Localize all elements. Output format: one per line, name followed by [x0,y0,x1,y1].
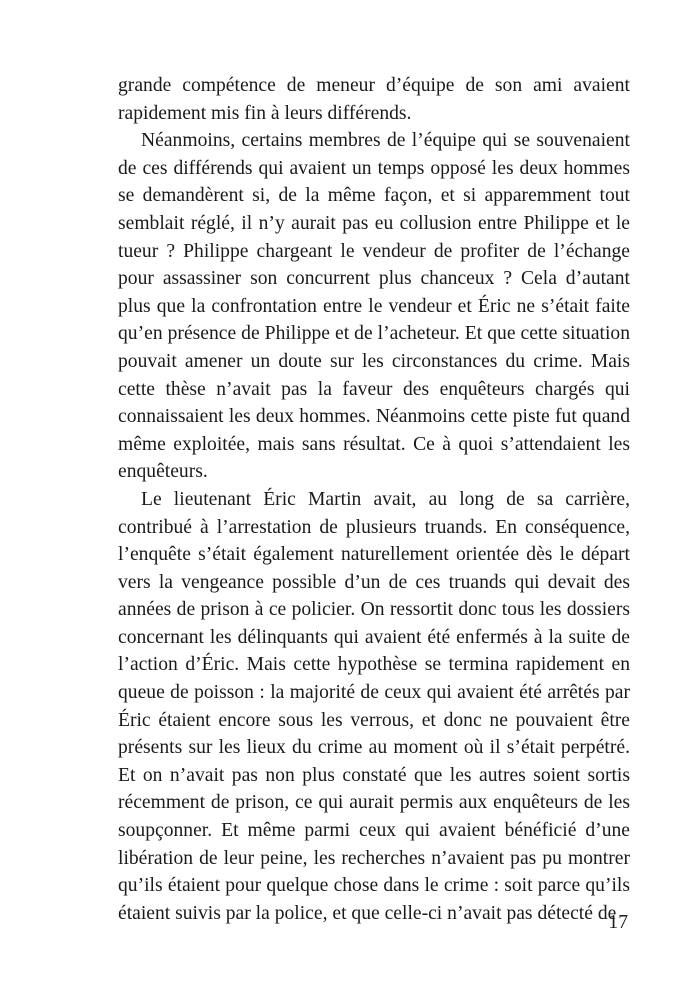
page-number: 17 [608,912,628,933]
paragraph-investigation: Le lieutenant Éric Martin avait, au long de sa carrière, contribué à l’arrestation de plusieurs truands. En conséquence, l’enquête s’était également naturellement orientée dès le départ vers la vengeance possible d’un de ces truands qui devait des années de prison à ce policier. On ressortit donc tous les dossiers concernant les délinquants qui avaient été enfermés à la suite de l’action d’Éric. Mais cette hypothèse se termina rapidement en queue de poisson : la majorité de ceux qui avaient été arrêtés par Éric étaient encore sous les verrous, et donc ne pouvaient être présents sur les lieux du crime au moment où il s’était perpétré. Et on n’avait pas non plus constaté que les autres soient sortis récemment de prison, ce qui aurait permis aux enquêteurs de les soupçonner. Et même parmi ceux qui avaient bénéficié d’une libération de leur peine, les recherches n’avaient pas pu montrer qu’ils étaient pour quelque chose dans le crime : soit parce qu’ils étaient suivis par la police, et que celle-ci n’avait pas détecté de [118,488,630,924]
paragraph-continuation: grande compétence de meneur d’équipe de son ami avaient rapidement mis fin à leurs différends. [118,75,630,124]
paragraph-suspicion: Néanmoins, certains membres de l’équipe qui se souvenaient de ces différends qui avaient un temps opposé les deux hommes se demandèrent si, de la même façon, et si apparemment tout semblait réglé, il n’y aurait pas eu collusion entre Philippe et le tueur ? Philippe chargeant le vendeur de profiter de l’échange pour assassiner son concurrent plus chanceux ? Cela d’autant plus que la confrontation entre le vendeur et Éric ne s’était faite qu’en présence de Philippe et de l’acheteur. Et que cette situation pouvait amener un doute sur les circonstances du crime. Mais cette thèse n’avait pas la faveur des enquêteurs chargés qui connaissaient les deux hommes. Néanmoins cette piste fut quand même exploitée, mais sans résultat. Ce à quoi s’attendaient les enquêteurs. [118,130,630,483]
body-text [118,72,630,927]
